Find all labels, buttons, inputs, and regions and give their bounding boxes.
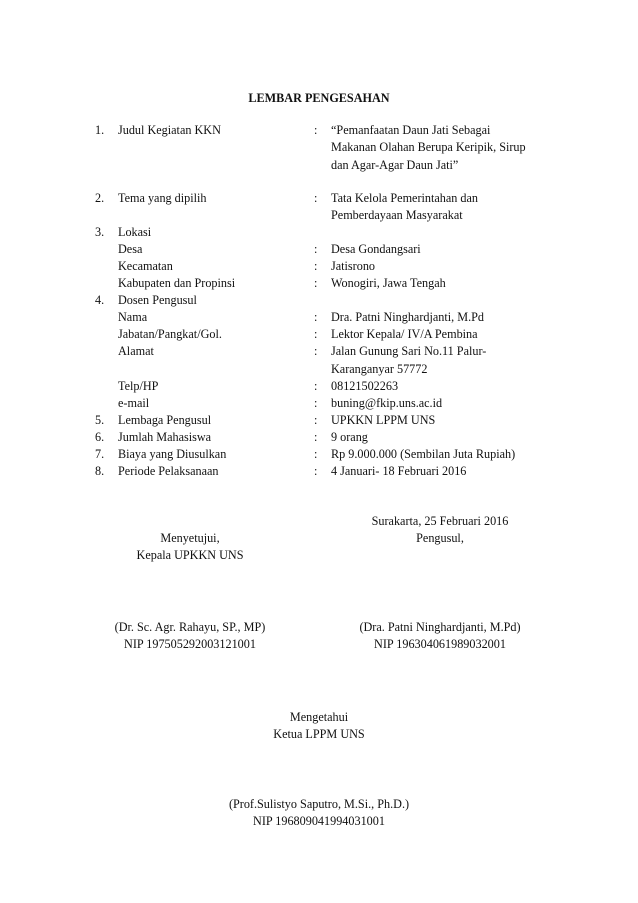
row-colon: : — [314, 259, 318, 273]
row-colon: : — [314, 191, 318, 205]
approver-role: Kepala UPKKN UNS — [136, 548, 244, 562]
row-value: Jalan Gunung Sari No.11 Palur- — [331, 344, 487, 358]
row-value: Desa Gondangsari — [331, 242, 421, 256]
row-value: 9 orang — [331, 430, 368, 444]
row-number: 4. — [95, 293, 105, 307]
acknowledge-label: Mengetahui — [289, 710, 349, 724]
row-number: 6. — [95, 430, 105, 444]
row-colon: : — [314, 396, 318, 410]
row-colon: : — [314, 344, 318, 358]
row-label: Lokasi — [118, 225, 152, 239]
row-label: Alamat — [118, 344, 154, 358]
row-number: 7. — [95, 447, 105, 461]
approver-name: (Dr. Sc. Agr. Rahayu, SP., MP) — [114, 620, 266, 634]
row-colon: : — [314, 327, 318, 341]
acknowledger-name: (Prof.Sulistyo Saputro, M.Si., Ph.D.) — [228, 797, 410, 811]
row-value: Dra. Patni Ninghardjanti, M.Pd — [331, 310, 485, 324]
approver-nip: NIP 197505292003121001 — [124, 637, 256, 651]
row-number: 8. — [95, 464, 105, 478]
row-value: Wonogiri, Jawa Tengah — [331, 276, 446, 290]
row-value: “Pemanfaatan Daun Jati Sebagai — [331, 123, 491, 137]
row-colon: : — [314, 242, 318, 256]
approval-label: Menyetujui, — [160, 531, 220, 545]
row-value: 08121502263 — [331, 379, 399, 393]
row-colon: : — [314, 123, 318, 137]
row-value: Rp 9.000.000 (Sembilan Juta Rupiah) — [331, 447, 516, 461]
row-label: Kabupaten dan Propinsi — [118, 276, 236, 290]
row-value: 4 Januari- 18 Februari 2016 — [331, 464, 467, 478]
row-colon: : — [314, 413, 318, 427]
proposer-nip: NIP 196304061989032001 — [374, 637, 506, 651]
row-label: Telp/HP — [118, 379, 159, 393]
row-colon: : — [314, 276, 318, 290]
row-value: dan Agar-Agar Daun Jati” — [331, 158, 459, 172]
page-title: LEMBAR PENGESAHAN — [248, 91, 390, 105]
row-label: Jabatan/Pangkat/Gol. — [118, 327, 222, 341]
acknowledger-role: Ketua LPPM UNS — [273, 727, 365, 741]
row-label: Kecamatan — [118, 259, 173, 273]
row-number: 3. — [95, 225, 105, 239]
row-label: Jumlah Mahasiswa — [118, 430, 212, 444]
row-value: Karanganyar 57772 — [331, 362, 428, 376]
row-colon: : — [314, 464, 318, 478]
place-date: Surakarta, 25 Februari 2016 — [371, 514, 509, 528]
row-value: Makanan Olahan Berupa Keripik, Sirup — [331, 140, 526, 154]
row-colon: : — [314, 310, 318, 324]
row-value: Jatisrono — [331, 259, 376, 273]
proposer-name: (Dra. Patni Ninghardjanti, M.Pd) — [359, 620, 521, 634]
row-number: 1. — [95, 123, 105, 137]
row-value: Lektor Kepala/ IV/A Pembina — [331, 327, 478, 341]
row-label: Nama — [118, 310, 148, 324]
row-colon: : — [314, 379, 318, 393]
row-number: 5. — [95, 413, 105, 427]
acknowledger-nip: NIP 196809041994031001 — [253, 814, 385, 828]
row-label: Lembaga Pengusul — [118, 413, 212, 427]
row-colon: : — [314, 430, 318, 444]
row-value: UPKKN LPPM UNS — [331, 413, 436, 427]
row-label: Tema yang dipilih — [118, 191, 207, 205]
row-label: Judul Kegiatan KKN — [118, 123, 221, 137]
row-label: Desa — [118, 242, 143, 256]
row-value: Tata Kelola Pemerintahan dan — [331, 191, 479, 205]
row-label: Periode Pelaksanaan — [118, 464, 219, 478]
row-label: Biaya yang Diusulkan — [118, 447, 227, 461]
row-number: 2. — [95, 191, 105, 205]
row-value: buning@fkip.uns.ac.id — [331, 396, 443, 410]
row-label: Dosen Pengusul — [118, 293, 197, 307]
row-colon: : — [314, 447, 318, 461]
proposer-role: Pengusul, — [416, 531, 464, 545]
row-value: Pemberdayaan Masyarakat — [331, 208, 463, 222]
row-label: e-mail — [118, 396, 150, 410]
